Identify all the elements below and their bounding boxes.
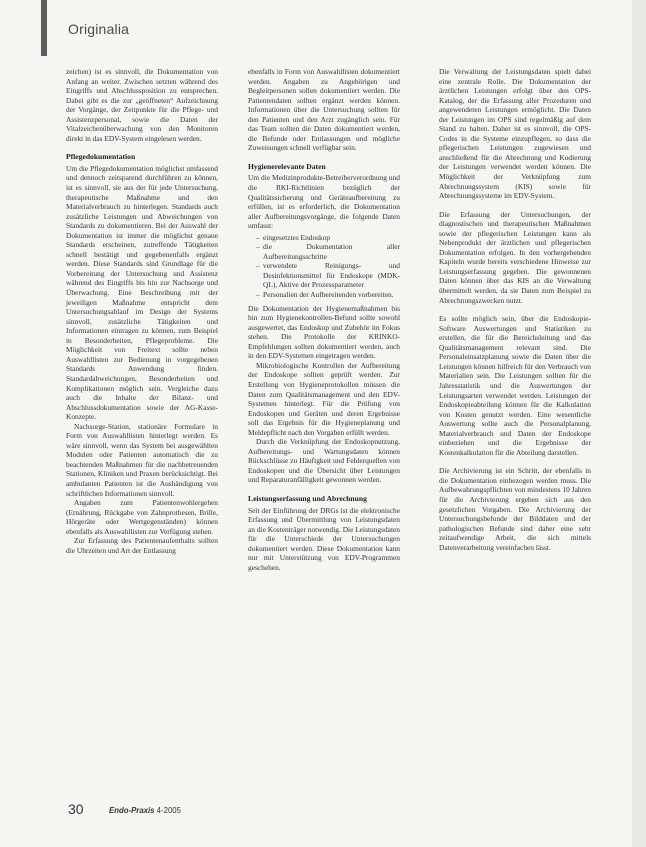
paragraph: Durch die Verknüpfung der Endoskopnutzung, Aufbereitungs- und Wartungsdaten können Rückschlüsse zu Häufigkeit und Fehlerquellen von Endoskopen und die Übersicht über Leistungen und Reparaturanfälligkeit gewonnen werden. [248,437,400,485]
paragraph: Die Verwaltung der Leistungsdaten spielt dabei eine zentrale Rolle. Die Dokumentation der ärztlichen Leistungen erfolgt über den OPS-Katalog, der die Erfassung aller Prozeduren und angewendeten Leistungen ermöglicht. Die Daten der Leistungen im OPS sind regelmäßig auf dem Stand zu halten. Daher ist es sinnvoll, die OPS-Codes in die Systeme einzupflegen, so dass die pflegerischen Leistungen zugewiesen und anschließend für die Abrechnung und Kodierung der Leistungen verwendet werden können. Die Möglichkeit der Verknüpfung zum Abrechnungssystem (KIS) sowie für Abrechnungssysteme im EDV-System. [439,67,591,201]
paragraph: Nachsorge-Station, stationäre Formulare in Form von Auswahllisten hinterlegt werden. Es wäre sinnvoll, wenn das System bei ausgewählten Modulen oder Patienten automatisch die zu beachtenden Maßnahmen für die nachbetreuenden Stationen, Kliniken und Praxen berücksichtigt. Bei ambulanten Patienten ist die Aushändigung von schriftlichen Informationen sinnvoll. [66,421,218,498]
subheading-leistungserfassung: Leistungserfassung und Abrechnung [248,493,367,503]
section-marker-bar [41,0,47,56]
list-item: – Personalien der Aufbereitenden vorbereiten. [256,290,400,300]
list-item: – die Dokumentation aller Aufbereitungsschritte [256,242,400,261]
paragraph: Die Archivierung ist ein Schritt, der ebenfalls in die Dokumentation einbezogen werden muss. Die Aufbewahrungspflichten von mindestens 10 Jahren für die Archivierung ergeben sich aus den gesetzlichen Vorgaben. Die Archivierung der Untersuchungsbefunde der Bilddaten und der pathologischen Befunde sind daher eine sehr zeitaufwendige Arbeit, die sich mittels Datenverarbeitung vereinfachen lässt. [439,466,591,552]
paragraph: Angaben zum Patientenwohlergehen (Ernährung, Rückgabe von Zahnprothesen, Brille, Hörgeräte oder Wertgegenständen) können ebenfalls als Auswahllisten zur Verfügung stehen. [66,498,218,536]
section-title: Originalia [68,21,130,37]
paragraph: Um die Pflegedokumentation möglichst umfassend und dennoch zeitsparend durchführen zu können, ist es sinnvoll, sie aus der für jede Untersuchung, therapeutische Maßnahme und den Materialverbrauch zu hinterlegen. Standards auch zusätzliche Leistungen und Abweichungen von Standards zu dokumentieren. Bei der Auswahl der Dokumentation ist immer die möglichst genaue Standards erscheinen, zutreffende Tätigkeiten schnell bestätigt und gegebenenfalls ergänzt werden. Diese Standards sind Grundlage für die Vorbereitung der Untersuchung und Assistenz während des Eingriffs bis hin zur Nachsorge und Überwachung. Eine Beschreibung mit der jeweiligen Maßnahme entspricht dem Untersuchungsablauf im Design der Systems sinnvoll, zusätzliche Tätigkeiten und Informationen eintragen zu können, zum Beispiel in Besonderheiten, Pflegeprobleme. Die Möglichkeit von Freitext sollte neben Auswahllisten zur Bedienung in vorgegebenen Standards Anwendung finden. Standardabweichungen, Besonderheiten und Komplikationen möglich sein. Vergleiche dazu auch die Inhalte der Bilanz- und Abschlussdokumentation sowie der AG-Kasse-Konzepte. [66,163,218,422]
subheading-pflegedokumentation: Pflegedokumentation [66,152,136,162]
paragraph: Es sollte möglich sein, über die Endoskopie-Software Auswertungen und Statistiken zu erstellen, die für die Bereichsleitung und das Qualitätsmanagement relevant sind. Die Personaleinsatzplanung sowie die Daten über die Leistungen können hilfreich für den Verbrauch von Materialien sein. Die Leistungen sollten für die Jahresstatistik und die Auswertungen der Leistungsarten verwendet werden. Leistungen der Endoskopieabteilung können für die Kalkulation von Kosten genutzt werden. Eine wesentliche Auswertung sollte auch die Personalplanung, Materialverbrauch und Daten der Endoskope einbeziehen und die Ergebnisse der Kostenkalkulation für die Abteilung darstellen. [439,314,591,457]
text-column-3 [439,67,591,552]
list-item: – verwendete Reinigungs- und Desinfektionsmittel für Endoskope (MDK-QL), Aktive der Prozessparameter [256,261,400,290]
journal-footer [109,806,181,815]
paragraph: Mikrobiologische Kontrollen der Aufbereitung der Endoskope sollten geprüft werden. Zur Erstellung von Hygieneprotokollen müssen die Daten zum Qualitätsmanagement und den EDV-Systemen hinterlegt. Für die Prüfung von Endoskopen und Geräten und deren Ergebnisse soll das Ergebnis für die Hygieneplanung und Meldepflicht nach den Vorgaben erfüllt werden. [248,360,400,437]
paragraph: Zur Erfassung des Patientenaufenthalts sollten die Uhrzeiten und Art der Entlassung [66,536,218,555]
scan-edge-shadow [632,0,646,847]
journal-name: Endo-Praxis [109,806,155,815]
paragraph: Um die Medizinprodukte-Betreiberverordnung und die RKI-Richtlinien bezüglich der Qualitätssicherung und Geräteaufbereitung zu erfüllen, ist es erforderlich, die Dokumentation aller Aufbereitungsvorgänge, die folgende Daten umfasst: [248,173,400,231]
subheading-hygiene: Hygienerelevante Daten [248,161,326,171]
page-number: 30 [68,801,84,817]
paragraph: Seit der Einführung der DRGs ist die elektronische Erfassung und Übermittlung von Leistungsdaten an die Kostenträger notwendig. Die Leistungsdaten für die Unterschiede der Untersuchungen dokumentiert werden. Diese Dokumentation kann nur mit Unterstützung von EDV-Programmen geschehen. [248,505,400,572]
paragraph: Die Erfassung der Untersuchungen, der diagnostischen und therapeutischen Maßnahmen sowie der pflegerischen Leistungen kann als Nebenprodukt der ärztlichen und pflegerischen Dokumentation erfolgen. In den vorhergehenden Kapiteln wurde bereits verschiedene Hinweise zur Leistungserfassung gegeben. Die gewonnenen Daten können über das KIS an die Verwaltung übermittelt werden, da sie Daten zum Beispiel zu Abrechnungszwecken nutzt. [439,209,591,305]
text-column-1 [66,67,218,555]
list-item: – eingesetztes Endoskop [256,233,400,243]
paragraph: zeichen) ist es sinnvoll, die Dokumentation von Anfang an weiter. Zwischen setzten während des Eingriffs und Abschlussposition zu entsprechen. Dabei gibt es die zur „geöffneten“ Aufzeichnung der Vorgänge, der Zeitpunkte für die Pflege- und Assistenzpersonal, sowie die Daten der Vitalzeichenüberwachung von den Monitoren direkt in das EDV-System eingelesen werden. [66,67,218,143]
paragraph: ebenfalls in Form von Auswahllisten dokumentiert werden. Angaben zu Angehörigen und Begleitpersonen sollen dokumentiert werden. Die Patientendaten sollten ergänzt werden können. Informationen über die Untersuchung sollten für den Patienten und den Arzt zugänglich sein. Für das Team sollten die Daten dokumentiert werden, die Befunde oder Entlassungen und mögliche Zuweisungen schnell verfügbar sein. [248,67,400,153]
journal-issue: 4-2005 [156,806,181,815]
paragraph: Die Dokumentation der Hygienemaßnahmen bis hin zum Hygienekontrollen-Befund sollte sowohl ausgewertet, das Endoskop und Zubehör im Fokus stehen. Die Protokolle der KRINKO-Empfehlungen sollten dokumentiert werden, auch in den EDV-Systemen eingetragen werden. [248,303,400,361]
hygiene-list [248,233,400,300]
text-column-2 [248,67,400,572]
